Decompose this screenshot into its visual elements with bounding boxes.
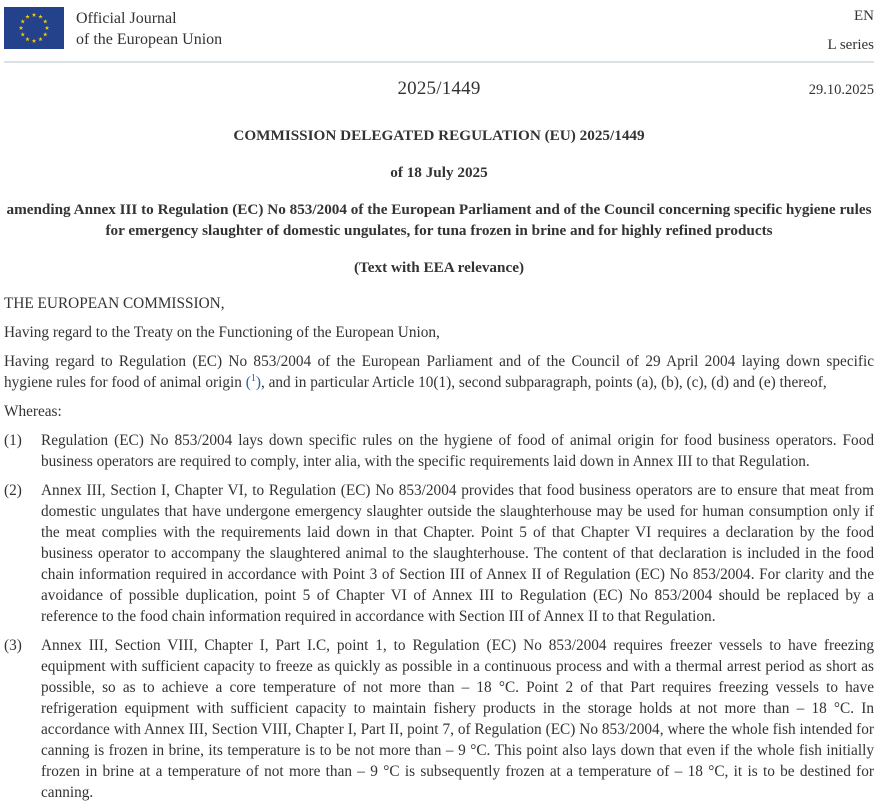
recital-2 bbox=[4, 480, 874, 627]
recital-text: Annex III, Section I, Chapter VI, to Regulation (EC) No 853/2004 provides that food business operators are to ensure that meat from domestic ungulates that have undergone emergency slaughter outside the slaughterhouse may be used for human consumption only if the meat complies with the requirements laid down in that Chapter. Point 5 of that Chapter VI requires a declaration by the food business operator to accompany the slaughtered animal to the slaughterhouse. The content of that declaration is included in the food chain information required in accordance with Point 3 of Section III of Annex II of Regulation (EC) No 853/2004. For clarity and the avoidance of possible duplication, point 5 of Chapter VI of Annex III to Regulation (EC) No 853/2004 should be replaced by a reference to the food chain information required in accordance with Section III of Annex II to that Regulation. bbox=[41, 482, 874, 625]
header-divider bbox=[4, 61, 874, 63]
document-number-bar bbox=[4, 78, 874, 100]
recital-number: (1) bbox=[4, 432, 22, 449]
commission-line: THE EUROPEAN COMMISSION, bbox=[4, 295, 225, 312]
journal-header bbox=[4, 0, 874, 61]
document-body bbox=[4, 293, 874, 803]
footnote-1-link[interactable] bbox=[246, 374, 261, 391]
eea-relevance: (Text with EEA relevance) bbox=[354, 259, 524, 276]
having-regard-regulation-before: Having regard to Regulation (EC) No 853/2004 of the European Parliament and of the Council of 29 April 2004 laying down specific hygiene rules for food of animal origin bbox=[4, 353, 874, 391]
having-regard-regulation-after: , and in particular Article 10(1), second subparagraph, points (a), (b), (c), (d) and (e) thereof, bbox=[260, 374, 827, 391]
journal-title bbox=[76, 7, 222, 50]
journal-title-line1: Official Journal bbox=[76, 10, 177, 27]
title-block bbox=[4, 125, 874, 278]
footnote-open-paren: ( bbox=[245, 374, 251, 391]
having-regard-treaty: Having regard to the Treaty on the Functioning of the European Union, bbox=[4, 324, 440, 341]
recital-3 bbox=[4, 635, 874, 803]
journal-header-right bbox=[827, 7, 874, 55]
journal-title-line2: of the European Union bbox=[76, 31, 223, 48]
recital-1 bbox=[4, 430, 874, 472]
footnote-ref-number: 1 bbox=[250, 372, 256, 384]
publication-date: 29.10.2025 bbox=[808, 82, 874, 98]
recital-number: (2) bbox=[4, 482, 22, 499]
eu-flag-icon bbox=[4, 7, 64, 49]
recital-text: Regulation (EC) No 853/2004 lays down specific rules on the hygiene of food of animal origin for food business operators. Food business operators are required to comply, inter alia, with the specific requirements laid down in Annex III to that Regulation. bbox=[41, 432, 874, 470]
footnote-close-paren: ) bbox=[255, 374, 261, 391]
whereas-line: Whereas: bbox=[4, 403, 62, 420]
recital-text: Annex III, Section VIII, Chapter I, Part I.C, point 1, to Regulation (EC) No 853/2004 requires freezer vessels to have freezing equipment with sufficient capacity to freeze as quickly as possible in a continuous process and with a thermal arrest period as short as possible, so as to achieve a core temperature of not more than – 18 °C. Point 2 of that Part requires freezing vessels to have refrigeration equipment with sufficient capacity to maintain fishery products in the storage holds at not more than – 18 °C. In accordance with Annex III, Section VIII, Chapter I, Part II, point 7, of Regulation (EC) No 853/2004, where the whole fish intended for canning is frozen in brine, its temperature is to be not more than – 9 °C. This point also lays down that even if the whole fish initially frozen in brine at a temperature of not more than – 9 °C is subsequently frozen at a temperature of – 18 °C, it is to be destined for canning. bbox=[41, 637, 874, 801]
document-number: 2025/1449 bbox=[397, 78, 481, 99]
having-regard-regulation bbox=[4, 351, 874, 393]
recital-number: (3) bbox=[4, 637, 22, 654]
regulation-date-line: of 18 July 2025 bbox=[390, 164, 488, 181]
series-label: L series bbox=[827, 37, 874, 53]
regulation-subject: amending Annex III to Regulation (EC) No 853/2004 of the European Parliament and of the Council concerning specific hygiene rules for emergency slaughter of domestic ungulates, for tuna frozen in brine and for highly refined products bbox=[6, 201, 872, 239]
regulation-title: COMMISSION DELEGATED REGULATION (EU) 2025/1449 bbox=[233, 127, 645, 144]
journal-header-left bbox=[4, 7, 222, 50]
language-label: EN bbox=[854, 8, 874, 24]
